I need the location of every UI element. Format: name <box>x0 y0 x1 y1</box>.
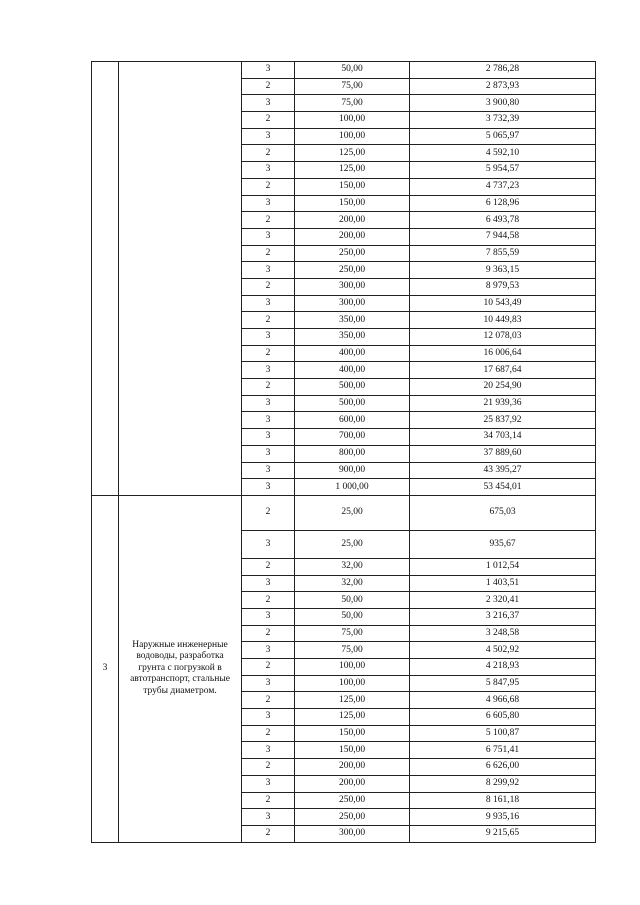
diameter-cell: 75,00 <box>295 95 410 112</box>
price-cell: 9 215,65 <box>410 825 596 842</box>
diameter-cell: 100,00 <box>295 659 410 676</box>
price-table-body <box>92 62 596 843</box>
diameter-cell: 250,00 <box>295 245 410 262</box>
category-cell: 2 <box>242 825 295 842</box>
price-cell: 3 900,80 <box>410 95 596 112</box>
category-cell: 2 <box>242 379 295 396</box>
category-cell: 2 <box>242 245 295 262</box>
price-cell: 5 065,97 <box>410 128 596 145</box>
price-cell: 12 078,03 <box>410 329 596 346</box>
diameter-cell: 50,00 <box>295 62 410 79</box>
price-cell: 6 128,96 <box>410 195 596 212</box>
price-cell: 935,67 <box>410 530 596 558</box>
diameter-cell: 125,00 <box>295 692 410 709</box>
price-cell: 8 161,18 <box>410 792 596 809</box>
category-cell: 3 <box>242 809 295 826</box>
category-cell: 3 <box>242 262 295 279</box>
diameter-cell: 400,00 <box>295 362 410 379</box>
category-cell: 2 <box>242 178 295 195</box>
price-cell: 7 855,59 <box>410 245 596 262</box>
item-number-cell <box>92 62 119 496</box>
category-cell: 3 <box>242 462 295 479</box>
diameter-cell: 800,00 <box>295 445 410 462</box>
price-cell: 9 363,15 <box>410 262 596 279</box>
diameter-cell: 500,00 <box>295 379 410 396</box>
price-cell: 6 626,00 <box>410 759 596 776</box>
category-cell: 2 <box>242 792 295 809</box>
diameter-cell: 25,00 <box>295 495 410 530</box>
diameter-cell: 200,00 <box>295 759 410 776</box>
category-cell: 3 <box>242 329 295 346</box>
category-cell: 2 <box>242 725 295 742</box>
category-cell: 3 <box>242 429 295 446</box>
category-cell: 3 <box>242 530 295 558</box>
diameter-cell: 200,00 <box>295 212 410 229</box>
price-cell: 4 737,23 <box>410 178 596 195</box>
category-cell: 3 <box>242 642 295 659</box>
diameter-cell: 1 000,00 <box>295 479 410 496</box>
category-cell: 3 <box>242 775 295 792</box>
price-cell: 4 218,93 <box>410 659 596 676</box>
price-cell: 3 732,39 <box>410 112 596 129</box>
diameter-cell: 700,00 <box>295 429 410 446</box>
category-cell: 2 <box>242 759 295 776</box>
category-cell: 2 <box>242 625 295 642</box>
price-cell: 53 454,01 <box>410 479 596 496</box>
price-cell: 1 403,51 <box>410 575 596 592</box>
price-cell: 6 751,41 <box>410 742 596 759</box>
category-cell: 3 <box>242 162 295 179</box>
item-number-cell: 3 <box>92 495 119 842</box>
price-cell: 37 889,60 <box>410 445 596 462</box>
diameter-cell: 50,00 <box>295 608 410 625</box>
category-cell: 2 <box>242 278 295 295</box>
price-cell: 8 979,53 <box>410 278 596 295</box>
price-table <box>91 61 596 843</box>
category-cell: 2 <box>242 212 295 229</box>
diameter-cell: 250,00 <box>295 809 410 826</box>
diameter-cell: 300,00 <box>295 295 410 312</box>
table-row <box>92 62 596 79</box>
diameter-cell: 75,00 <box>295 78 410 95</box>
category-cell: 2 <box>242 692 295 709</box>
price-cell: 21 939,36 <box>410 395 596 412</box>
diameter-cell: 150,00 <box>295 195 410 212</box>
price-cell: 2 873,93 <box>410 78 596 95</box>
price-cell: 9 935,16 <box>410 809 596 826</box>
table-row <box>92 495 596 530</box>
category-cell: 3 <box>242 675 295 692</box>
diameter-cell: 125,00 <box>295 162 410 179</box>
price-cell: 6 605,80 <box>410 709 596 726</box>
price-cell: 25 837,92 <box>410 412 596 429</box>
category-cell: 3 <box>242 395 295 412</box>
category-cell: 2 <box>242 345 295 362</box>
category-cell: 3 <box>242 742 295 759</box>
diameter-cell: 300,00 <box>295 825 410 842</box>
price-cell: 5 847,95 <box>410 675 596 692</box>
diameter-cell: 350,00 <box>295 329 410 346</box>
price-cell: 1 012,54 <box>410 558 596 575</box>
price-cell: 6 493,78 <box>410 212 596 229</box>
category-cell: 3 <box>242 362 295 379</box>
category-cell: 3 <box>242 575 295 592</box>
category-cell: 3 <box>242 445 295 462</box>
price-cell: 3 248,58 <box>410 625 596 642</box>
diameter-cell: 125,00 <box>295 709 410 726</box>
price-cell: 4 592,10 <box>410 145 596 162</box>
diameter-cell: 300,00 <box>295 278 410 295</box>
price-cell: 4 966,68 <box>410 692 596 709</box>
category-cell: 2 <box>242 78 295 95</box>
diameter-cell: 100,00 <box>295 112 410 129</box>
category-cell: 2 <box>242 592 295 609</box>
price-cell: 2 786,28 <box>410 62 596 79</box>
diameter-cell: 75,00 <box>295 642 410 659</box>
price-cell: 5 100,87 <box>410 725 596 742</box>
price-cell: 16 006,64 <box>410 345 596 362</box>
price-cell: 10 449,83 <box>410 312 596 329</box>
diameter-cell: 500,00 <box>295 395 410 412</box>
diameter-cell: 350,00 <box>295 312 410 329</box>
category-cell: 2 <box>242 659 295 676</box>
diameter-cell: 250,00 <box>295 792 410 809</box>
price-cell: 34 703,14 <box>410 429 596 446</box>
diameter-cell: 75,00 <box>295 625 410 642</box>
item-description-cell: Наружные инженерные водоводы, разработка грунта с погрузкой в автотранспорт, стальные трубы диаметром. <box>119 495 242 842</box>
diameter-cell: 900,00 <box>295 462 410 479</box>
price-cell: 17 687,64 <box>410 362 596 379</box>
category-cell: 3 <box>242 709 295 726</box>
item-description-cell <box>119 62 242 496</box>
diameter-cell: 32,00 <box>295 575 410 592</box>
price-cell: 5 954,57 <box>410 162 596 179</box>
diameter-cell: 100,00 <box>295 128 410 145</box>
category-cell: 2 <box>242 312 295 329</box>
category-cell: 3 <box>242 479 295 496</box>
price-cell: 8 299,92 <box>410 775 596 792</box>
diameter-cell: 32,00 <box>295 558 410 575</box>
diameter-cell: 100,00 <box>295 675 410 692</box>
price-cell: 20 254,90 <box>410 379 596 396</box>
diameter-cell: 200,00 <box>295 228 410 245</box>
category-cell: 3 <box>242 608 295 625</box>
price-cell: 4 502,92 <box>410 642 596 659</box>
price-cell: 675,03 <box>410 495 596 530</box>
diameter-cell: 125,00 <box>295 145 410 162</box>
price-cell: 43 395,27 <box>410 462 596 479</box>
category-cell: 2 <box>242 145 295 162</box>
diameter-cell: 150,00 <box>295 178 410 195</box>
price-cell: 3 216,37 <box>410 608 596 625</box>
category-cell: 3 <box>242 62 295 79</box>
category-cell: 3 <box>242 228 295 245</box>
diameter-cell: 150,00 <box>295 742 410 759</box>
category-cell: 3 <box>242 412 295 429</box>
diameter-cell: 50,00 <box>295 592 410 609</box>
diameter-cell: 250,00 <box>295 262 410 279</box>
diameter-cell: 150,00 <box>295 725 410 742</box>
category-cell: 3 <box>242 295 295 312</box>
category-cell: 2 <box>242 112 295 129</box>
category-cell: 3 <box>242 95 295 112</box>
category-cell: 3 <box>242 128 295 145</box>
diameter-cell: 25,00 <box>295 530 410 558</box>
diameter-cell: 400,00 <box>295 345 410 362</box>
category-cell: 2 <box>242 495 295 530</box>
category-cell: 3 <box>242 195 295 212</box>
price-cell: 10 543,49 <box>410 295 596 312</box>
category-cell: 2 <box>242 558 295 575</box>
diameter-cell: 200,00 <box>295 775 410 792</box>
price-cell: 7 944,58 <box>410 228 596 245</box>
price-cell: 2 320,41 <box>410 592 596 609</box>
diameter-cell: 600,00 <box>295 412 410 429</box>
